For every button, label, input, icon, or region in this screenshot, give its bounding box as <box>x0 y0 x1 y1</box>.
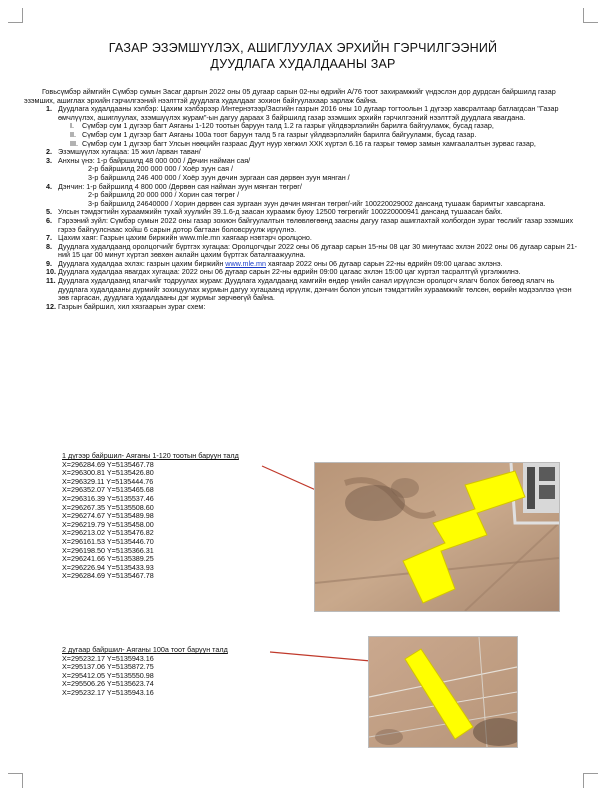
coord-line: X=296316.39 Y=5135537.46 <box>62 493 154 503</box>
item-text: Дэнчин: 1-р байршилд 4 800 000 /Дөрвөн сая найман зуун мянган төгрөг/ <box>58 181 302 191</box>
item-text: Эзэмшүүлэх хугацаа: 15 жил /арван таван/ <box>58 147 201 157</box>
satellite-image-site2 <box>368 636 518 748</box>
subitem-text: Сүмбэр сум 1 дүгээр багт Аяганы 100а тоот баруун талд 5 га газрыг үйлдвэрлэлийн барилга байгууламж, бусад газар. <box>82 129 477 139</box>
item-number: 10. <box>46 267 56 277</box>
coord-line: X=296241.66 Y=5135389.25 <box>62 554 154 564</box>
item-number: 8. <box>46 241 52 251</box>
coord-line: X=296274.67 Y=5135489.98 <box>62 511 154 521</box>
title-line-1: ГАЗАР ЭЗЭМШҮҮЛЭХ, АШИГЛУУЛАХ ЭРХИЙН ГЭРЧИЛГЭЭНИЙ <box>108 41 498 55</box>
item-number: 6. <box>46 215 52 225</box>
price-line-3: 3-р байршилд 246 400 000 / Хоёр зуун дөчин зургаан сая дөрвөн зуун мянган / <box>88 172 350 182</box>
coord-line: X=296213.02 Y=5135476.82 <box>62 528 154 538</box>
subitem-number: II. <box>70 129 76 139</box>
coord-line: X=296284.69 Y=5135467.78 <box>62 459 154 469</box>
item-number: 12. <box>46 301 56 311</box>
item-number: 5. <box>46 207 52 217</box>
mle-link[interactable]: www.mle.mn <box>225 258 267 268</box>
coord-line: X=296226.94 Y=5135433.93 <box>62 562 154 572</box>
item-text: Газрын байршил, хил хязгаарын зураг схем: <box>58 301 206 311</box>
coord-line: X=296300.81 Y=5135426.80 <box>62 468 154 478</box>
item-number: 7. <box>46 233 52 243</box>
site2-heading: 2 дугаар байршил- Аяганы 100а тоот баруун талд <box>62 645 228 654</box>
coord-line: X=295232.17 Y=5135943.16 <box>62 687 154 697</box>
item-number: 4. <box>46 181 52 191</box>
coord-line: X=296352.07 Y=5135465.68 <box>62 485 154 495</box>
title-line-2: ДУУДЛАГА ХУДАЛДААНЫ ЗАР <box>210 57 396 71</box>
price-line-2: 2-р байршилд 200 000 000 / Хоёр зуун сая / <box>88 164 234 174</box>
item-text: Анхны үнэ: 1-р байршилд 48 000 000 / Дөчин найман сая/ <box>58 155 251 165</box>
coord-line: X=296284.69 Y=5135467.78 <box>62 571 154 581</box>
item-number: 11. <box>46 276 56 286</box>
subitem-text: Сүмбэр сум 1 дүгээр багт Аяганы 1-120 тоотын баруун талд 1.2 га газрыг үйлдвэрлэлийн барилга байгууламж, бусад газар, <box>82 121 494 131</box>
coord-line: X=296161.53 Y=5135446.70 <box>62 536 154 546</box>
deposit-line-3: 3-р байршилд 24640000 / Хорин дөрвөн сая зургаан зуун дөчин мянган төгрөг/-ийг 100220029002 дансанд тушааж баримтыг хавсаргана. <box>88 198 546 208</box>
item-text-continued: хаягаар 2022 оны 06 дугаар сарын 22-ны өдрийн 09:00 цагаас эхлэнэ. <box>266 258 503 268</box>
coord-line: X=296198.50 Y=5135366.31 <box>62 545 154 555</box>
item-text: Дуудлага худалдаанд оролцогчийг бүртгэх хугацаа: Оролцогчдыг 2022 оны 06 дугаар сарын 15-ны 08 цаг 30 минутаас эхлэн 2022 оны 06 дугаар сарын 21-ний 15 цаг 00 минут хүртэл зөвхөн аклайн цахим бүртгэх баталгаажуулна. <box>58 241 578 260</box>
subitem-number: I. <box>70 121 74 131</box>
item-text: Дуудлага худалдаа явагдах хугацаа: 2022 оны 06 дугаар сарын 22-ны өдрийн 09:00 цагаас эхлэн 15:00 цаг хүртэл тасралтгүй үргэлжилнэ. <box>58 267 521 277</box>
item-number: 3. <box>46 155 52 165</box>
coord-line: X=295506.26 Y=5135623.74 <box>62 679 154 689</box>
intro-paragraph: Говьсүмбэр аймгийн Сүмбэр сумын Засаг даргын 2022 оны 05 дугаар сарын 02-ны өдрийн А/76 тоот захирамжийг үндэслэн дор дурдсан байршилд газар эзэмших, ашиглах эрхийн гэрчилгээний нээлттэй дуудлага худалдааг зохион байгуулахаар зарлаж байна. <box>24 87 556 105</box>
satellite-image-site1 <box>314 462 560 612</box>
coord-line: X=296267.35 Y=5135508.60 <box>62 502 154 512</box>
item-text: Дуудлага худалдаа эхлэх: газрын цахим биржийн <box>58 258 226 268</box>
coord-line: X=296219.79 Y=5135458.00 <box>62 519 154 529</box>
item-number: 1. <box>46 104 52 114</box>
subitem-number: III. <box>70 138 78 148</box>
item-text: Дуудлага худалдаанд ялагчийг тодруулах журам: Дуудлага худалдаанд хамгийн өндөр үнийн санал ирүүлсэн оролцогч ялагч болох бөгөөд ялагч нь дуудлага худалдааны дүрмийг зохицуулах журмын дагуу хугацаанд ирүүлж, дэнчин болон улсын тэмдэгтийн хураамжийг төлсөн, өөрийн мэдээллээ үнэн зөв гаргасан, дуудлага худалдааны дэг журмыг зөрчөөгүй байна. <box>58 276 572 303</box>
item-number: 2. <box>46 147 52 157</box>
coord-line: X=295232.17 Y=5135943.16 <box>62 653 154 663</box>
item-text: Цахим хаяг: Газрын цахим биржийн www.mle.mn хаягаар нэвтэрч оролцоно. <box>58 233 312 243</box>
item-text: Гэрээний зүйл: Сүмбэр сумын 2022 оны газар зохион байгуулалтын төлөвлөгөөнд заасны дагуу газар ашиглахтай холбогдон зураг төслийг газар эзэмших гэрээ байгуулснаас хойш 6 сарын дотор багтаан боловсруулж ирүүлнэ. <box>58 215 574 234</box>
site1-heading: 1 дүгээр байршил- Аяганы 1-120 тоотын баруун талд <box>62 451 239 460</box>
subitem-text: Сүмбэр сум 1 дүгээр багт Улсын нөөцийн газрааc Дуут нуур хөгжил ХХК хүртэл 6.16 га газрыг төмөр замын хамгаалалтын зурвас газар, <box>82 138 536 148</box>
coord-line: X=295137.06 Y=5135872.75 <box>62 662 154 672</box>
coord-line: X=296329.11 Y=5135444.76 <box>62 476 154 486</box>
coord-line: X=295412.05 Y=5135550.98 <box>62 670 154 680</box>
item-text: Дуудлага худалдааны хэлбэр: Цахим хэлбэрээр /Интернэтээр/Засгийн газрын 2016 оны 10 дугаар тогтоолын 1 дүгээр хавсралтаар батлагдсан "Газар өмчлүүлэх, ашиглуулах, эзэмшүүлэх журам"-ын дагуу дараах 3 байршилд газар эзэмших эрхийн гэрчилгээний нээлттэй дуудлага явагдана. <box>58 104 559 122</box>
item-number: 9. <box>46 258 52 268</box>
item-text: Улсын тэмдэгтийн хураамжийн тухай хуулийн 39.1.6-д заасан хураамж буюу 12500 төгрөгийг 100220000941 дансанд тушаасан байх. <box>58 207 503 217</box>
deposit-line-2: 2-р байршилд 20 000 000 / Хорин сая төгрөг / <box>88 190 240 200</box>
